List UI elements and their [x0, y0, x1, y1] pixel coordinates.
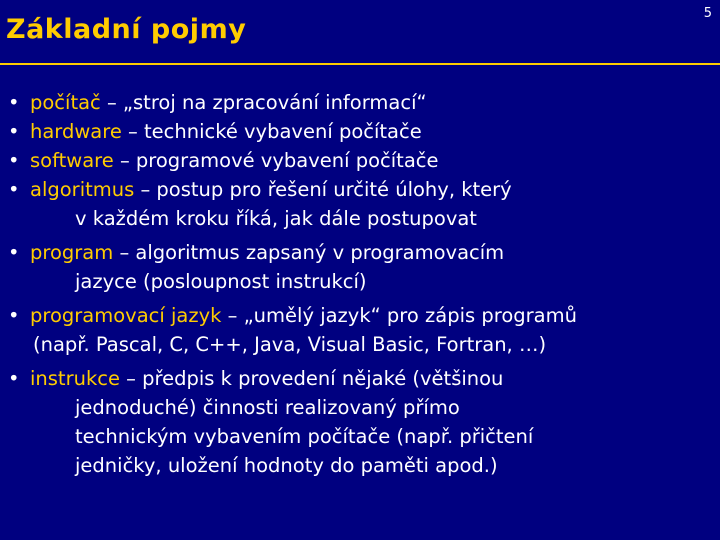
definition: – „stroj na zpracování informací“: [100, 91, 427, 114]
definition-continuation: technickým vybavením počítače (např. přičtení: [75, 425, 534, 448]
list-item: [0, 146, 715, 175]
list-item: [0, 88, 715, 117]
term: programovací jazyk: [30, 304, 222, 327]
title-divider: [0, 63, 720, 65]
definition: – technické vybavení počítače: [121, 120, 422, 143]
term: algoritmus: [30, 178, 135, 201]
bullet-icon: •: [8, 241, 20, 264]
bullet-icon: •: [8, 91, 20, 114]
term: počítač: [30, 91, 101, 114]
list-item: [0, 301, 715, 359]
list-item: [0, 238, 715, 296]
definition-continuation: jazyce (posloupnost instrukcí): [75, 270, 367, 293]
definition: – předpis k provedení nějaké (většinou: [119, 367, 504, 390]
slide-title: Základní pojmy: [6, 14, 247, 45]
list-item: [0, 175, 715, 233]
list-item: [0, 117, 715, 146]
term: program: [30, 241, 114, 264]
term: instrukce: [30, 367, 120, 390]
definition-continuation: (např. Pascal, C, C++, Java, Visual Basic, Fortran, …): [33, 333, 547, 356]
term: software: [30, 149, 114, 172]
term: hardware: [30, 120, 122, 143]
definition-continuation: jednoduché) činnosti realizovaný přímo: [75, 396, 460, 419]
definition-continuation: jedničky, uložení hodnoty do paměti apod.): [75, 454, 498, 477]
definition: – programové vybavení počítače: [113, 149, 439, 172]
definition: – algoritmus zapsaný v programovacím: [113, 241, 505, 264]
list-item: [0, 364, 715, 480]
definition: – „umělý jazyk“ pro zápis programů: [221, 304, 577, 327]
bullet-icon: •: [8, 367, 20, 390]
bullet-icon: •: [8, 178, 20, 201]
definition-list: [0, 88, 715, 480]
page-number: 5: [703, 6, 712, 21]
bullet-icon: •: [8, 304, 20, 327]
bullet-icon: •: [8, 120, 20, 143]
bullet-icon: •: [8, 149, 20, 172]
definition: – postup pro řešení určité úlohy, který: [134, 178, 512, 201]
definition-continuation: v každém kroku říká, jak dále postupovat: [75, 207, 477, 230]
